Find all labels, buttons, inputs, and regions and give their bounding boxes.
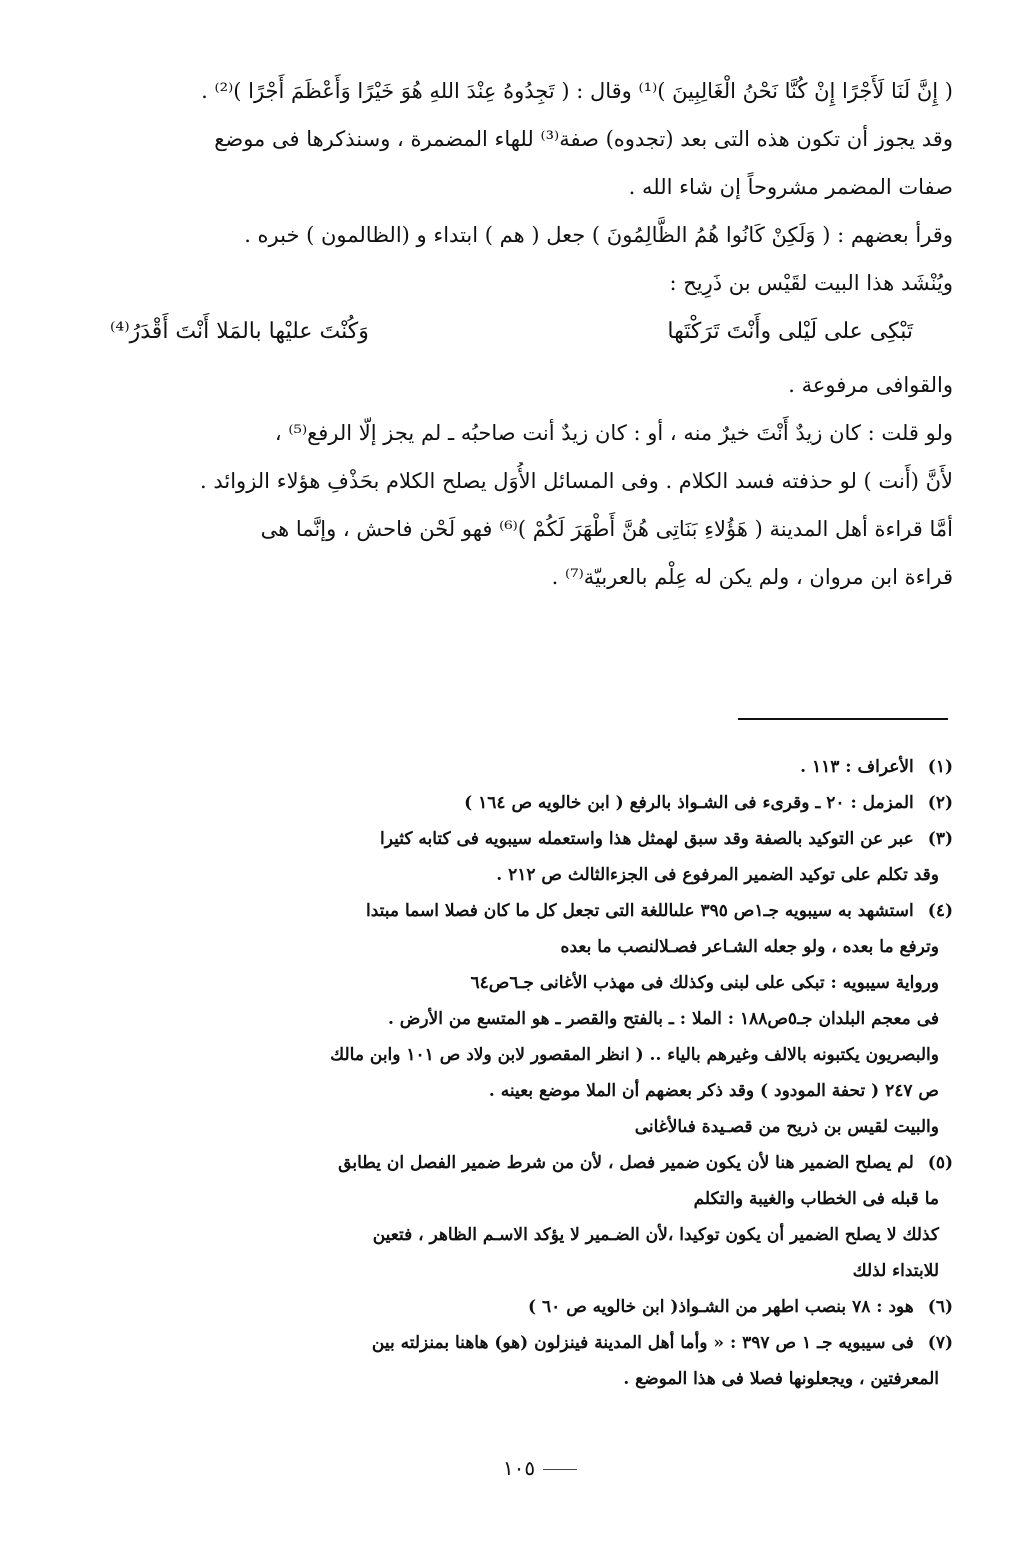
footnote-text: الأعراف : ١١٣ . bbox=[800, 757, 914, 777]
text-line: ( إِنَّ لَنَا لَأَجْرًا إِنْ كُنَّا نَحْنُ الْغَالِبِينَ )⁽¹⁾ وقال : ( تَجِدُوهُ عِنْدَ اللهِ هُوَ خَيْرًا وَأَعْظَمَ أَجْرًا )⁽²⁾ . bbox=[201, 79, 953, 103]
footnote-line bbox=[92, 1004, 953, 1034]
verse-first-hemistich: تَبْكِى على لَيْلى وأَنْتَ تَرَكْتَها bbox=[667, 319, 913, 344]
footnotes bbox=[92, 752, 953, 1400]
footnote-line bbox=[92, 1220, 953, 1250]
footnote-number: (٥) bbox=[927, 1153, 953, 1173]
footnote-text: للابتداء لذلك bbox=[852, 1261, 939, 1281]
footnote-text: لم يصلح الضمير هنا لأن يكون ضمير فصل ، لأن من شرط ضمير الفصل ان يطابق bbox=[338, 1153, 914, 1173]
footnote-line bbox=[92, 824, 953, 854]
footnote-number: (١) bbox=[927, 757, 953, 777]
footnote-text: ورواية سيبويه : تبكى على لبنى وكذلك فى مهذب الأغانى جـ٦ص٦٤ bbox=[470, 973, 939, 993]
text-line: والقوافى مرفوعة . bbox=[788, 373, 953, 397]
footnote-line bbox=[92, 896, 953, 926]
text-line: قراءة ابن مروان ، ولم يكن له عِلْم بالعربيّة⁽⁷⁾ . bbox=[551, 565, 953, 589]
footnote-line bbox=[92, 968, 953, 998]
verse-second-hemistich: وَكُنْتَ عليْها بالمَلا أَنْتَ أَقْدَرُ⁽⁴⁾ bbox=[110, 319, 369, 344]
page-number-dash bbox=[543, 1469, 577, 1470]
page-number-text: ١٠٥ bbox=[502, 1456, 536, 1480]
footnote-line bbox=[92, 752, 953, 782]
footnote-number: (٦) bbox=[927, 1297, 953, 1317]
footnote-text: استشهد به سيبويه جـ١ص ٣٩٥ علىاللغة التى تجعل كل ما كان فصلا اسما مبتدا bbox=[366, 901, 914, 921]
footnote-number: (٢) bbox=[927, 793, 953, 813]
footnote-line bbox=[92, 1148, 953, 1178]
footnote-text: عبر عن التوكيد بالصفة وقد سبق لهمثل هذا واستعمله سيبويه فى كتابه كثيرا bbox=[380, 829, 914, 849]
footnote-line bbox=[92, 788, 953, 818]
footnote-text: كذلك لا يصلح الضمير أن يكون توكيدا ،لأن الضـمير لا يؤكد الاسـم الظاهر ، فتعين bbox=[372, 1225, 939, 1245]
footnote-line bbox=[92, 1040, 953, 1070]
main-text bbox=[70, 72, 953, 606]
footnote-line bbox=[92, 1292, 953, 1322]
footnote-line bbox=[92, 932, 953, 962]
footnote-text: وترفع ما بعده ، ولو جعله الشـاعر فصـلالنصب ما بعده bbox=[560, 937, 939, 957]
text-line: أمَّا قراءة أهل المدينة ( هَؤُلاءِ بَنَاتِى هُنَّ أَطْهَرَ لَكُمْ )⁽⁶⁾ فهو لَحْن فاحش ، وإنَّما هى bbox=[260, 517, 953, 541]
footnote-line bbox=[92, 1256, 953, 1286]
footnote-separator bbox=[738, 718, 948, 720]
text-line: وقد يجوز أن تكون هذه التى بعد (تجدوه) صفة⁽³⁾ للهاء المضمرة ، وسنذكرها فى موضع bbox=[214, 127, 953, 151]
footnote-text: هود : ٧٨ بنصب اطهر من الشـواذ( ابن خالويه ص ٦٠ ) bbox=[528, 1297, 914, 1317]
page-number bbox=[480, 1456, 600, 1480]
text-line: صفات المضمر مشروحاً إن شاء الله . bbox=[628, 175, 953, 199]
poetry-verse bbox=[110, 312, 913, 352]
text-line: ويُنْشَد هذا البيت لقَيْس بن ذَرِيح : bbox=[669, 271, 953, 295]
footnote-text: وقد تكلم على توكيد الضمير المرفوع فى الجزءالثالث ص ٢١٢ . bbox=[496, 865, 939, 885]
footnote-line bbox=[92, 1112, 953, 1142]
footnote-line bbox=[92, 1076, 953, 1106]
footnote-text: والبصريون يكتبونه بالالف وغيرهم بالياء .. ( انظر المقصور لابن ولاد ص ١٠١ وابن مالك bbox=[330, 1045, 939, 1065]
footnote-number: (٧) bbox=[927, 1333, 953, 1353]
footnote-text: فى معجم البلدان جـ٥ص١٨٨ : الملا : ـ بالفتح والقصر ـ هو المتسع من الأرض . bbox=[387, 1009, 939, 1029]
text-line: ولو قلت : كان زيدٌ أَنْتَ خيرٌ منه ، أو : كان زيدٌ أنت صاحبُه ـ لم يجز إلّا الرفع⁽⁵⁾ ، bbox=[274, 421, 953, 445]
footnote-number: (٤) bbox=[927, 901, 953, 921]
footnote-text: المزمل : ٢٠ ـ وقرىء فى الشـواذ بالرفع ( ابن خالويه ص ١٦٤ ) bbox=[464, 793, 914, 813]
text-line: لأَنَّ (أَنت ) لو حذفته فسد الكلام . وفى المسائل الأُوَل يصلح الكلام بحَذْفِ هؤلاء الزوائد . bbox=[200, 469, 953, 493]
footnote-line bbox=[92, 1364, 953, 1394]
text-line: وقرأ بعضهم : ( وَلَكِنْ كَانُوا هُمُ الظَّالِمُونَ ) جعل ( هم ) ابتداء و (الظالمون ) خبره . bbox=[244, 223, 953, 247]
footnote-line bbox=[92, 1328, 953, 1358]
footnote-text: المعرفتين ، ويجعلونها فصلا فى هذا الموضع . bbox=[623, 1369, 939, 1389]
footnote-text: ص ٢٤٧ ( تحفة المودود ) وقد ذكر بعضهم أن الملا موضع بعينه . bbox=[488, 1081, 939, 1101]
footnote-line bbox=[92, 1184, 953, 1214]
footnote-text: فى سيبويه جـ ١ ص ٣٩٧ : « وأما أهل المدينة فينزلون (هو) هاهنا بمنزلته بين bbox=[371, 1333, 914, 1353]
footnote-text: والبيت لقيس بن ذريح من قصـيدة فىالأغانى bbox=[634, 1117, 939, 1137]
footnote-line bbox=[92, 860, 953, 890]
footnote-number: (٣) bbox=[927, 829, 953, 849]
footnote-text: ما قبله فى الخطاب والغيبة والتكلم bbox=[693, 1189, 939, 1209]
